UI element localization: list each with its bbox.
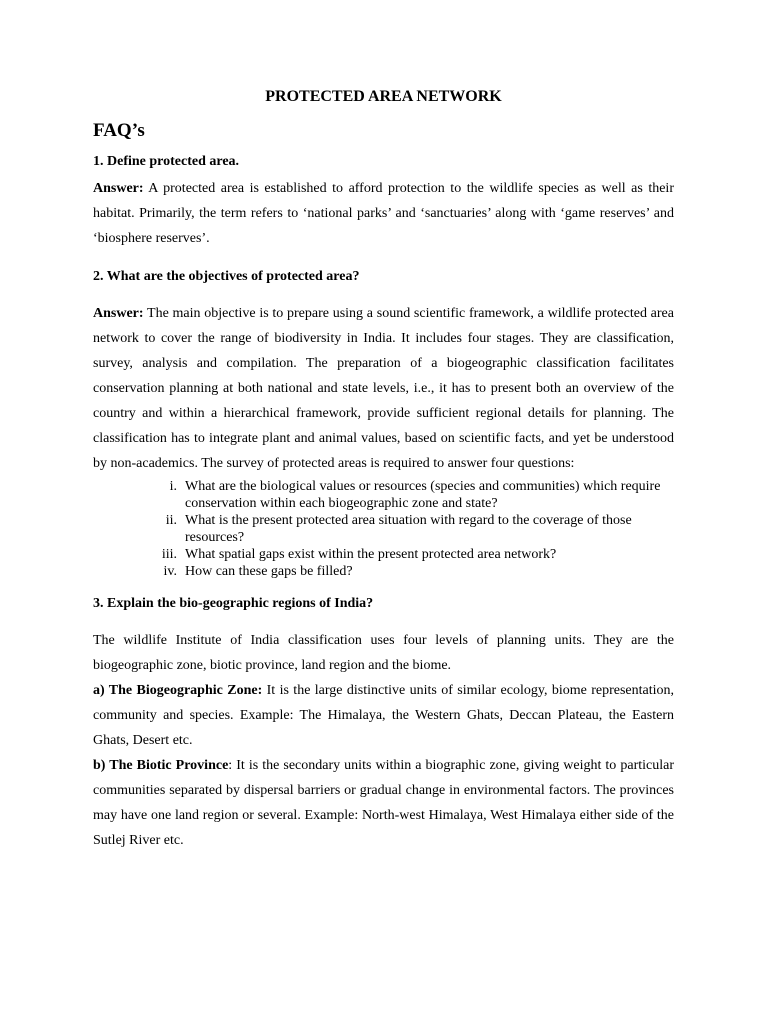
list-item-text: What is the present protected area situation with regard to the coverage of those resources? xyxy=(185,513,632,545)
objectives-list xyxy=(93,478,674,580)
question-1: 1. Define protected area. xyxy=(93,154,240,169)
list-item-text: What spatial gaps exist within the present protected area network? xyxy=(185,547,557,562)
page-title: PROTECTED AREA NETWORK xyxy=(265,88,502,105)
list-item xyxy=(148,546,674,563)
list-item-number: i. xyxy=(169,479,177,494)
zone-text: It is the large distinctive units of similar ecology, biome representation, community and species. Example: The Himalaya, the Western Ghats, Deccan Plateau, the Eastern Ghats, Desert etc. xyxy=(93,683,675,748)
answer-3-province xyxy=(93,753,674,853)
document-page xyxy=(93,86,674,853)
answer-1-text: A protected area is established to afford protection to the wildlife species as well as their habitat. Primarily, the term refers to ‘national parks’ and ‘sanctuaries’ along with ‘game reserves’ and ‘biosphere reserves’. xyxy=(93,181,674,246)
list-item-text: What are the biological values or resources (species and communities) which require conservation within each biogeographic zone and state? xyxy=(185,479,661,511)
list-item-number: iii. xyxy=(161,547,177,562)
list-item-text: How can these gaps be filled? xyxy=(185,564,353,579)
answer-1 xyxy=(93,176,674,251)
zone-label: a) The Biogeographic Zone: xyxy=(93,683,263,698)
question-3: 3. Explain the bio-geographic regions of India? xyxy=(93,596,374,611)
answer-3-zone xyxy=(93,678,674,753)
answer-2 xyxy=(93,301,674,476)
answer-2-text: The main objective is to prepare using a sound scientific framework, a wildlife protected area network to cover the range of biodiversity in India. It includes four stages. They are classification, survey, analysis and compilation. The preparation of a biogeographic classification facilitates conservation planning at both national and state levels, i.e., it has to present both an overview of the country and within a hierarchical framework, provide sufficient regional details for planning. The classification has to integrate plant and animal values, based on scientific facts, and yet be understood by non-academics. The survey of protected areas is required to answer four questions: xyxy=(93,306,674,471)
answer-1-label: Answer: xyxy=(93,181,144,196)
list-item xyxy=(148,512,674,546)
answer-3-intro: The wildlife Institute of India classification uses four levels of planning units. They are the biogeographic zone, biotic province, land region and the biome. xyxy=(93,633,674,673)
province-label: b) The Biotic Province xyxy=(93,758,229,773)
question-2: 2. What are the objectives of protected area? xyxy=(93,269,360,284)
faq-heading: FAQ’s xyxy=(93,120,145,141)
list-item xyxy=(148,563,674,580)
list-item xyxy=(148,478,674,512)
list-item-number: ii. xyxy=(165,513,177,528)
answer-2-label: Answer: xyxy=(93,306,144,321)
province-text: : It is the secondary units within a biographic zone, giving weight to particular communities separated by dispersal barriers or gradual change in environmental factors. The provinces may have one land region or several. Example: North-west Himalaya, West Himalaya either side of the Sutlej River etc. xyxy=(93,758,674,848)
list-item-number: iv. xyxy=(163,564,177,579)
